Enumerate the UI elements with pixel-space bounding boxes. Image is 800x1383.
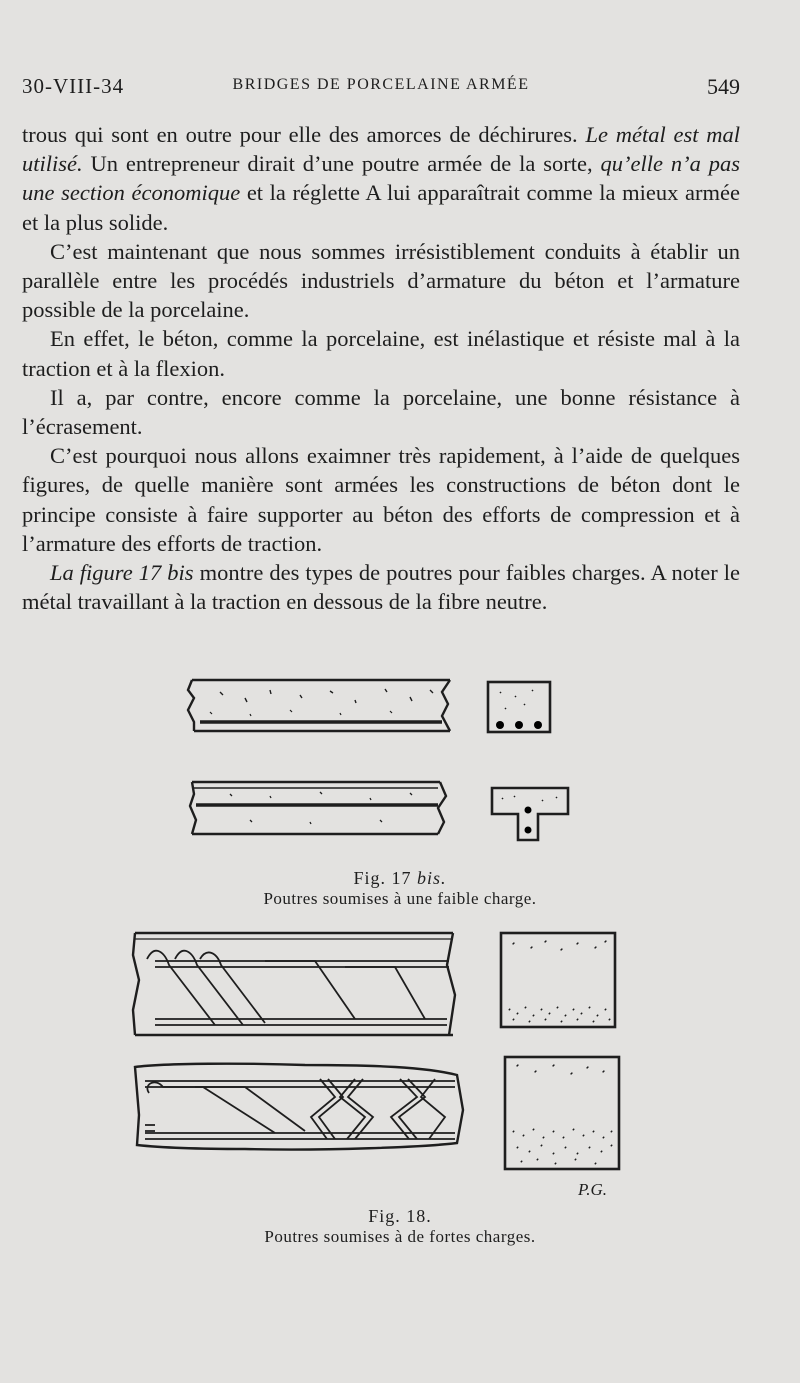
header-title: BRIDGES DE PORCELAINE ARMÉE xyxy=(232,76,530,93)
p6-text-b: montre des types de poutres pour faibles charges. A noter le métal travaillant à la traction en dessous de la fibre neutre. xyxy=(22,560,740,615)
paragraph-2: C’est maintenant que nous sommes irrésistiblement conduits à établir un parallèle entre les procédés industriels d’armature du béton et l’armature possible de la porcelaine. xyxy=(22,238,740,323)
figure-18-caption: Poutres soumises à de fortes charges. xyxy=(264,1227,536,1246)
beam-heavy-2-section xyxy=(505,1057,619,1169)
p1-text-c: Un entrepreneur dirait d’une poutre armée de la sorte, xyxy=(82,151,601,177)
body-text xyxy=(22,120,740,616)
figure-18-caption-block xyxy=(0,1206,800,1247)
paragraph-6 xyxy=(22,558,740,616)
beam-light-2 xyxy=(190,782,446,834)
figure-17bis-caption-block xyxy=(0,868,800,909)
running-header xyxy=(22,74,740,100)
beam-light-1 xyxy=(188,680,450,731)
beam-light-2-section xyxy=(492,788,568,840)
beam-light-1-section xyxy=(488,682,550,732)
paragraph-4: Il a, par contre, encore comme la porcelaine, une bonne résistance à l’écrasement. xyxy=(22,384,740,440)
beam-heavy-1-section xyxy=(501,933,615,1027)
figure-17bis-number: Fig. 17 bis. xyxy=(353,868,447,888)
figure-17bis-drawing xyxy=(180,670,580,850)
figure-17bis-caption: Poutres soumises à une faible charge. xyxy=(263,889,537,908)
beam-heavy-1 xyxy=(133,933,455,1035)
beam-heavy-2 xyxy=(135,1064,463,1150)
p1-italic-b: Le métal est mal utilisé. xyxy=(22,122,740,177)
p1-text-a: trous qui sont en outre pour elle des amorces de déchirures. xyxy=(22,122,586,147)
paragraph-3: En effet, le béton, comme la porcelaine, est inélastique et résiste mal à la traction et à la flexion. xyxy=(22,326,740,381)
paragraph-5: C’est pourquoi nous allons exaimner très rapidement, à l’aide de quelques figures, de quelle manière sont armées les constructions de béton dont le principe consiste à faire supporter au béton des efforts de compression et à l’armature des efforts de traction. xyxy=(22,443,740,556)
figure-18-number: Fig. 18. xyxy=(368,1206,432,1226)
header-date: 30-VIII-34 xyxy=(22,74,125,98)
p1-italic-d: qu’elle n’a pas une section économique xyxy=(22,151,740,206)
p6-italic-a: La figure 17 bis xyxy=(50,560,194,586)
artist-signature: P.G. xyxy=(578,1180,607,1199)
page-number: 549 xyxy=(707,74,740,99)
paragraph-1 xyxy=(22,120,740,237)
p1-text-e: et la réglette A lui apparaîtrait comme la mieux armée et la plus solide. xyxy=(22,180,740,235)
figure-18-drawing xyxy=(125,925,630,1180)
